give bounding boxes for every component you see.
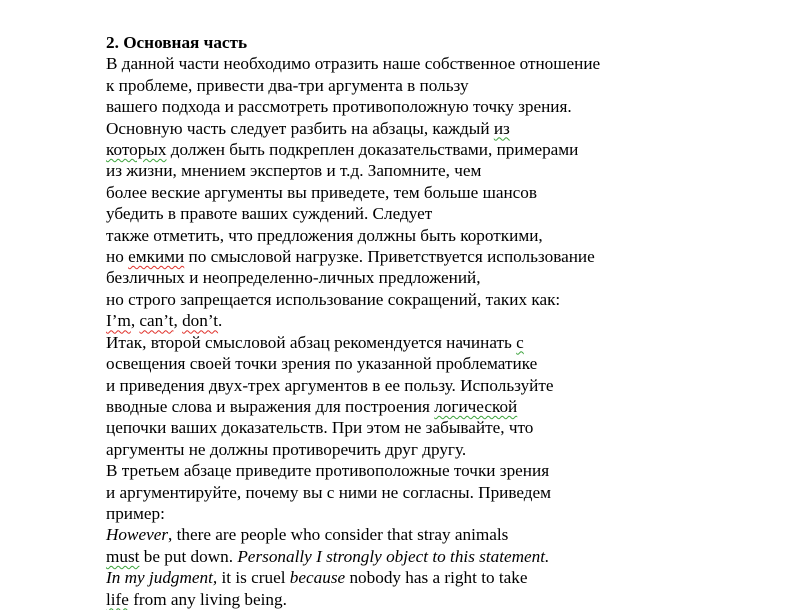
grammar-flagged-word: которых [106, 140, 167, 160]
text-line: убедить в правоте ваших суждений. Следует [106, 204, 433, 224]
section-heading: 2. Основная часть [106, 33, 248, 52]
document-page [106, 32, 666, 610]
grammar-flagged-word: логической [434, 396, 518, 416]
text-line: В данной части необходимо отразить наше собственное отношение [106, 54, 601, 74]
text-line: и приведения двух-трех аргументов в ее пользу. Используйте [106, 375, 554, 395]
text-line: вашего подхода и рассмотреть противоположную точку зрения. [106, 97, 572, 117]
spelling-flagged-word: can’t [139, 311, 174, 331]
text-line: life from any living being. [106, 589, 287, 609]
text-line: пример: [106, 503, 165, 523]
text-line: которых должен быть подкреплен доказательствами, примерами [106, 140, 579, 160]
spelling-flagged-word: I’m [106, 311, 131, 331]
text-line: However, there are people who consider that stray animals [106, 525, 509, 545]
text-line: In my judgment, it is cruel because nobody has a right to take [106, 568, 528, 588]
text-line: но емкими по смысловой нагрузке. Приветствуется использование [106, 247, 595, 267]
text-line: аргументы не должны противоречить друг другу. [106, 439, 467, 459]
grammar-flagged-word: с [516, 332, 524, 352]
spelling-flagged-word: емкими [128, 247, 185, 267]
text-line: Итак, второй смысловой абзац рекомендуется начинать с [106, 332, 524, 352]
text-line: В третьем абзаце приведите противоположные точки зрения [106, 461, 550, 481]
text-line: но строго запрещается использование сокращений, таких как: [106, 289, 561, 309]
spelling-flagged-word: don’t [182, 311, 219, 331]
text-line: из жизни, мнением экспертов и т.д. Запомните, чем [106, 161, 482, 181]
text-line: вводные слова и выражения для построения логической [106, 396, 518, 416]
text-line: также отметить, что предложения должны быть короткими, [106, 225, 543, 245]
italic-phrase: Personally I strongly object to this statement. [237, 546, 550, 566]
text-line: более веские аргументы вы приведете, тем больше шансов [106, 182, 537, 202]
italic-phrase: In my judgment, [106, 568, 218, 588]
text-line: цепочки ваших доказательств. При этом не забывайте, что [106, 418, 534, 438]
text-line: безличных и неопределенно-личных предложений, [106, 268, 481, 288]
text-line: Основную часть следует разбить на абзацы, каждый из [106, 118, 510, 138]
grammar-flagged-word: life [106, 589, 129, 609]
text-line: must be put down. Personally I strongly object to this statement. [106, 546, 550, 566]
text-line: и аргументируйте, почему вы с ними не согласны. Приведем [106, 482, 552, 502]
text-line: I’m, can’t, don’t. [106, 311, 223, 331]
text-line: к проблеме, привести два-три аргумента в пользу [106, 75, 469, 95]
text-line: освещения своей точки зрения по указанной проблематике [106, 354, 538, 374]
grammar-flagged-word: must [106, 546, 140, 566]
italic-phrase: However [106, 525, 169, 545]
grammar-flagged-word: из [493, 118, 510, 138]
italic-phrase: because [289, 568, 346, 588]
